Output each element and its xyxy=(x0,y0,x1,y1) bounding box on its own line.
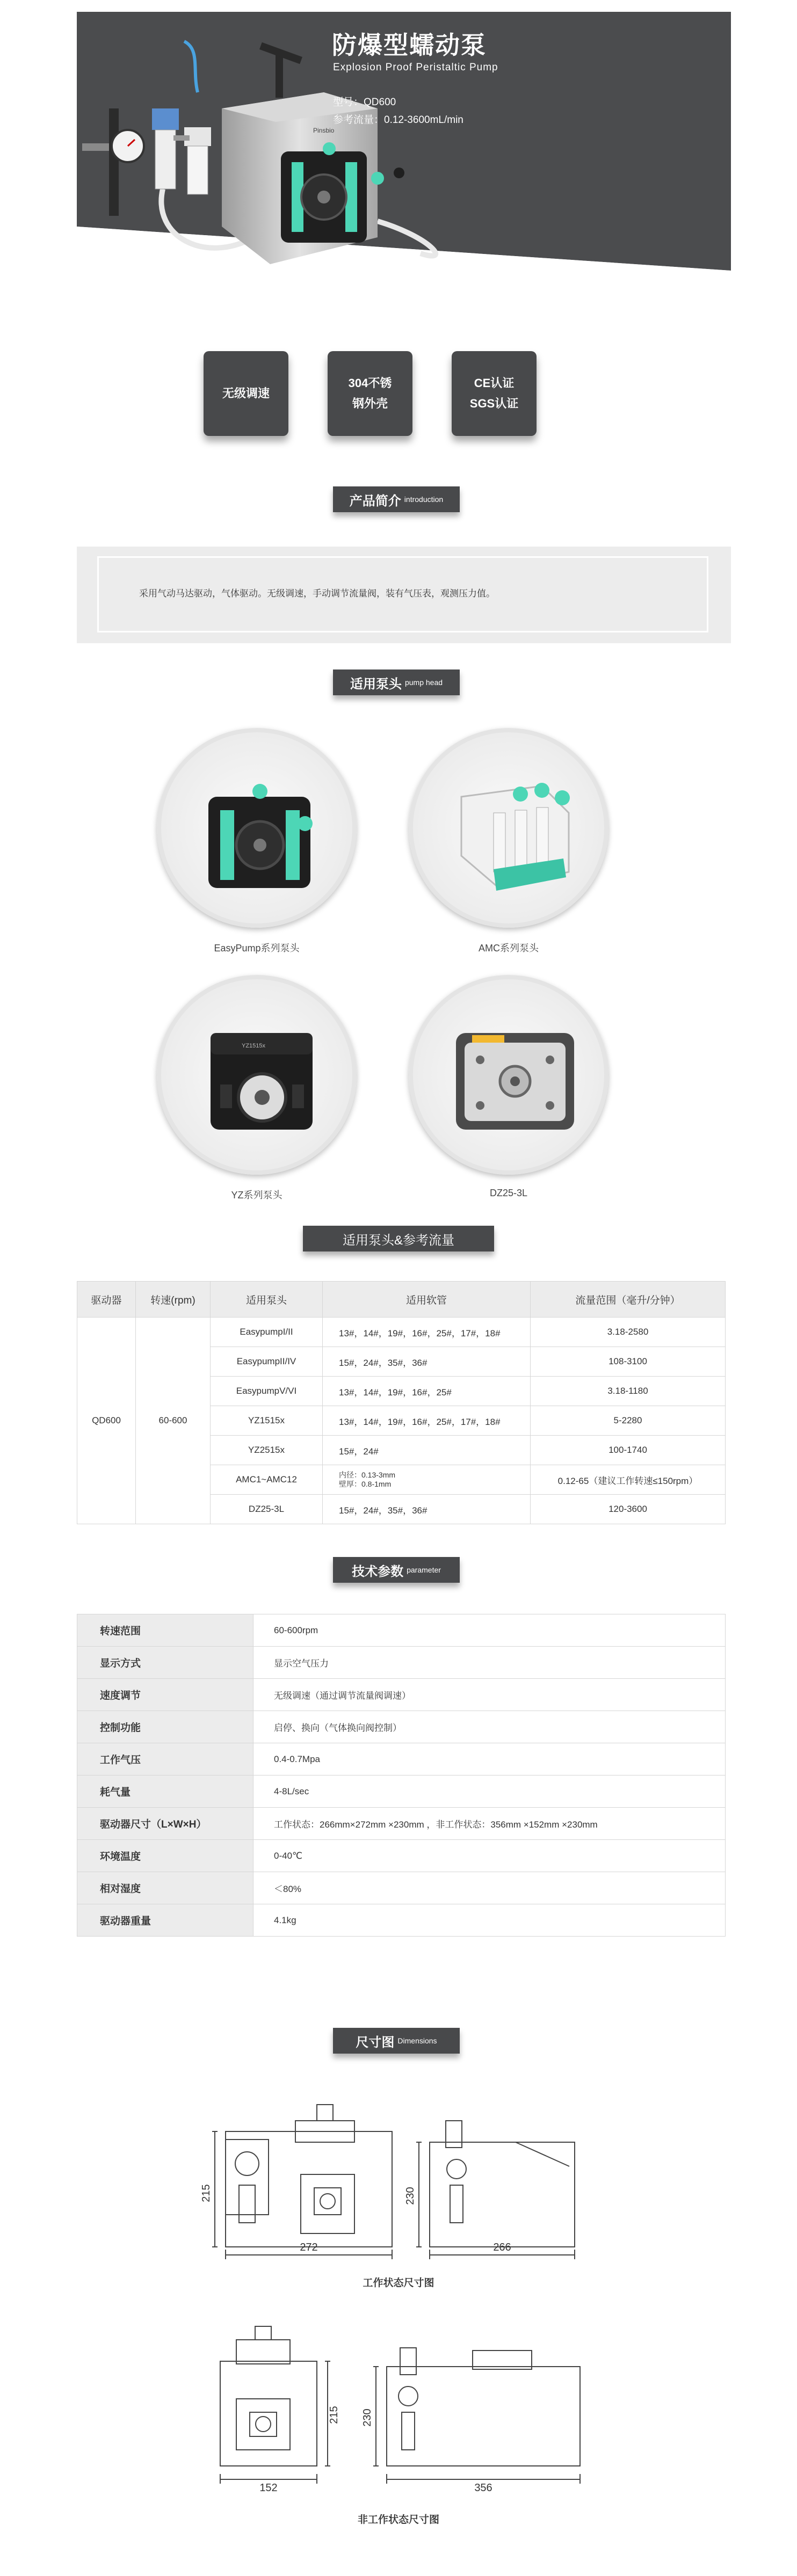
param-key: 速度调节 xyxy=(77,1679,253,1711)
idle-dimension-caption: 非工作状态尺寸图 xyxy=(357,2514,439,2526)
param-value: 0-40℃ xyxy=(253,1840,726,1872)
flow-cell: 3.18-1180 xyxy=(531,1377,726,1406)
section-badge-pump-head xyxy=(333,670,460,695)
param-value: 工作状态：266mm×272mm ×230mm ，非工作状态：356mm ×152mm ×230mm xyxy=(253,1808,726,1840)
flow-table xyxy=(77,1281,726,1524)
head-cell: EasypumpI/II xyxy=(211,1318,323,1347)
param-key: 工作气压 xyxy=(77,1743,253,1775)
hero-title: 防爆型蠕动泵 xyxy=(332,31,487,59)
section-badge-intro xyxy=(333,486,460,512)
hero-model: 型号：QD600 xyxy=(333,97,396,108)
param-key: 驱动器重量 xyxy=(77,1904,253,1937)
section-badge-parameter xyxy=(333,1557,460,1583)
flow-cell: 120-3600 xyxy=(531,1495,726,1524)
param-value: 显示空气压力 xyxy=(253,1647,726,1679)
table-row xyxy=(77,1743,726,1775)
working-dimension-caption: 工作状态尺寸图 xyxy=(363,2277,434,2289)
param-value: 无级调速（通过调节流量阀调速） xyxy=(253,1679,726,1711)
section-title: 尺寸图 xyxy=(356,2035,395,2050)
driver-cell: QD600 xyxy=(77,1318,136,1524)
param-value: ＜80% xyxy=(253,1872,726,1904)
pipe-cell: 13#，14#，19#，16#，25#，17#，18# xyxy=(323,1406,531,1436)
section-subtitle: parameter xyxy=(407,1566,441,1574)
feature-stepless-speed xyxy=(204,351,288,436)
feature-label: CE认证 SGS认证 xyxy=(469,376,519,410)
head-cell: AMC1~AMC12 xyxy=(211,1465,323,1495)
pipe-cell: 内径：0.13-3mm 壁厚：0.8-1mm xyxy=(323,1465,531,1495)
dz25-head-image xyxy=(409,975,608,1175)
amc-head-image xyxy=(409,728,608,928)
table-row xyxy=(77,1872,726,1904)
section-subtitle: Dimensions xyxy=(397,2036,437,2045)
feature-certification xyxy=(452,351,537,436)
flow-cell: 108-3100 xyxy=(531,1347,726,1377)
feature-label: 304不锈 钢外壳 xyxy=(348,376,392,410)
flow-cell: 5-2280 xyxy=(531,1406,726,1436)
side-width-label: 356 xyxy=(474,2482,492,2494)
head-cell: EasypumpV/VI xyxy=(211,1377,323,1406)
param-key: 转速范围 xyxy=(77,1614,253,1647)
feature-steel-shell xyxy=(328,351,412,436)
side-height-label: 230 xyxy=(361,2408,373,2427)
speed-cell: 60-600 xyxy=(136,1318,211,1524)
pipe-cell: 15#，24#，35#，36# xyxy=(323,1495,531,1524)
svg-text:YZ1515x: YZ1515x xyxy=(242,1043,266,1049)
table-row xyxy=(77,1711,726,1743)
intro-text: 采用气动马达驱动，气体驱动。无级调速，手动调节流量阀，装有气压表，观测压力值。 xyxy=(139,588,495,599)
param-key: 耗气量 xyxy=(77,1775,253,1808)
table-row xyxy=(77,1840,726,1872)
section-title: 适用泵头&参考流量 xyxy=(342,1233,454,1248)
table-header-row xyxy=(77,1282,726,1318)
section-subtitle: introduction xyxy=(404,495,444,504)
brand-logo: Pinsbio xyxy=(313,127,335,134)
easypump-head-image xyxy=(157,728,357,928)
param-key: 环境温度 xyxy=(77,1840,253,1872)
pump-head-caption: DZ25-3L xyxy=(489,1188,528,1198)
section-title: 产品简介 xyxy=(349,493,401,508)
table-row xyxy=(77,1808,726,1840)
head-cell: EasypumpII/IV xyxy=(211,1347,323,1377)
param-value: 4.1kg xyxy=(253,1904,726,1937)
flow-cell: 0.12-65（建议工作转速≤150rpm） xyxy=(531,1465,726,1495)
table-header: 适用软管 xyxy=(323,1282,531,1318)
side-width-label: 266 xyxy=(493,2242,511,2253)
pipe-cell: 13#，14#，19#，16#，25# xyxy=(323,1377,531,1406)
head-cell: YZ2515x xyxy=(211,1436,323,1465)
flow-cell: 3.18-2580 xyxy=(531,1318,726,1347)
side-height-label: 230 xyxy=(404,2187,416,2205)
param-value: 0.4-0.7Mpa xyxy=(253,1743,726,1775)
param-value: 60-600rpm xyxy=(253,1614,726,1647)
section-badge-dimensions xyxy=(333,2028,460,2054)
section-title: 技术参数 xyxy=(352,1564,404,1579)
head-cell: DZ25-3L xyxy=(211,1495,323,1524)
param-key: 相对湿度 xyxy=(77,1872,253,1904)
table-row xyxy=(77,1647,726,1679)
table-header: 转速(rpm) xyxy=(136,1282,211,1318)
table-header: 流量范围（毫升/分钟） xyxy=(531,1282,726,1318)
table-row xyxy=(77,1775,726,1808)
table-header: 驱动器 xyxy=(77,1282,136,1318)
param-key: 显示方式 xyxy=(77,1647,253,1679)
feature-label: 无级调速 xyxy=(222,387,270,400)
working-dimension-drawing xyxy=(193,2089,623,2266)
idle-dimension-drawing xyxy=(193,2318,623,2495)
hero-flow: 参考流量：0.12-3600mL/min xyxy=(333,114,463,126)
hero-subtitle: Explosion Proof Peristaltic Pump xyxy=(333,62,498,73)
pump-head-caption: AMC系列泵头 xyxy=(479,943,539,954)
front-width-label: 272 xyxy=(300,2242,318,2253)
flow-cell: 100-1740 xyxy=(531,1436,726,1465)
section-title: 适用泵头 xyxy=(350,676,402,692)
front-width-label: 152 xyxy=(259,2482,278,2494)
pump-head-caption: YZ系列泵头 xyxy=(231,1190,282,1200)
yz-head-image xyxy=(157,975,357,1175)
table-row xyxy=(77,1318,726,1347)
pipe-cell: 15#，24# xyxy=(323,1436,531,1465)
section-subtitle: pump head xyxy=(404,678,443,687)
param-key: 控制功能 xyxy=(77,1711,253,1743)
table-row xyxy=(77,1679,726,1711)
parameter-table xyxy=(77,1614,726,1937)
section-badge-pump-flow xyxy=(303,1226,494,1251)
pipe-cell: 13#，14#，19#，16#，25#，17#，18# xyxy=(323,1318,531,1347)
head-cell: YZ1515x xyxy=(211,1406,323,1436)
pump-head-caption: EasyPump系列泵头 xyxy=(214,943,300,954)
table-row xyxy=(77,1904,726,1937)
pipe-cell: 15#，24#，35#，36# xyxy=(323,1347,531,1377)
param-key: 驱动器尺寸（L×W×H） xyxy=(77,1808,253,1840)
param-value: 4-8L/sec xyxy=(253,1775,726,1808)
param-value: 启停、换向（气体换向阀控制） xyxy=(253,1711,726,1743)
table-header: 适用泵头 xyxy=(211,1282,323,1318)
front-height-label: 215 xyxy=(328,2406,340,2424)
table-row xyxy=(77,1614,726,1647)
front-height-label: 215 xyxy=(200,2184,212,2202)
